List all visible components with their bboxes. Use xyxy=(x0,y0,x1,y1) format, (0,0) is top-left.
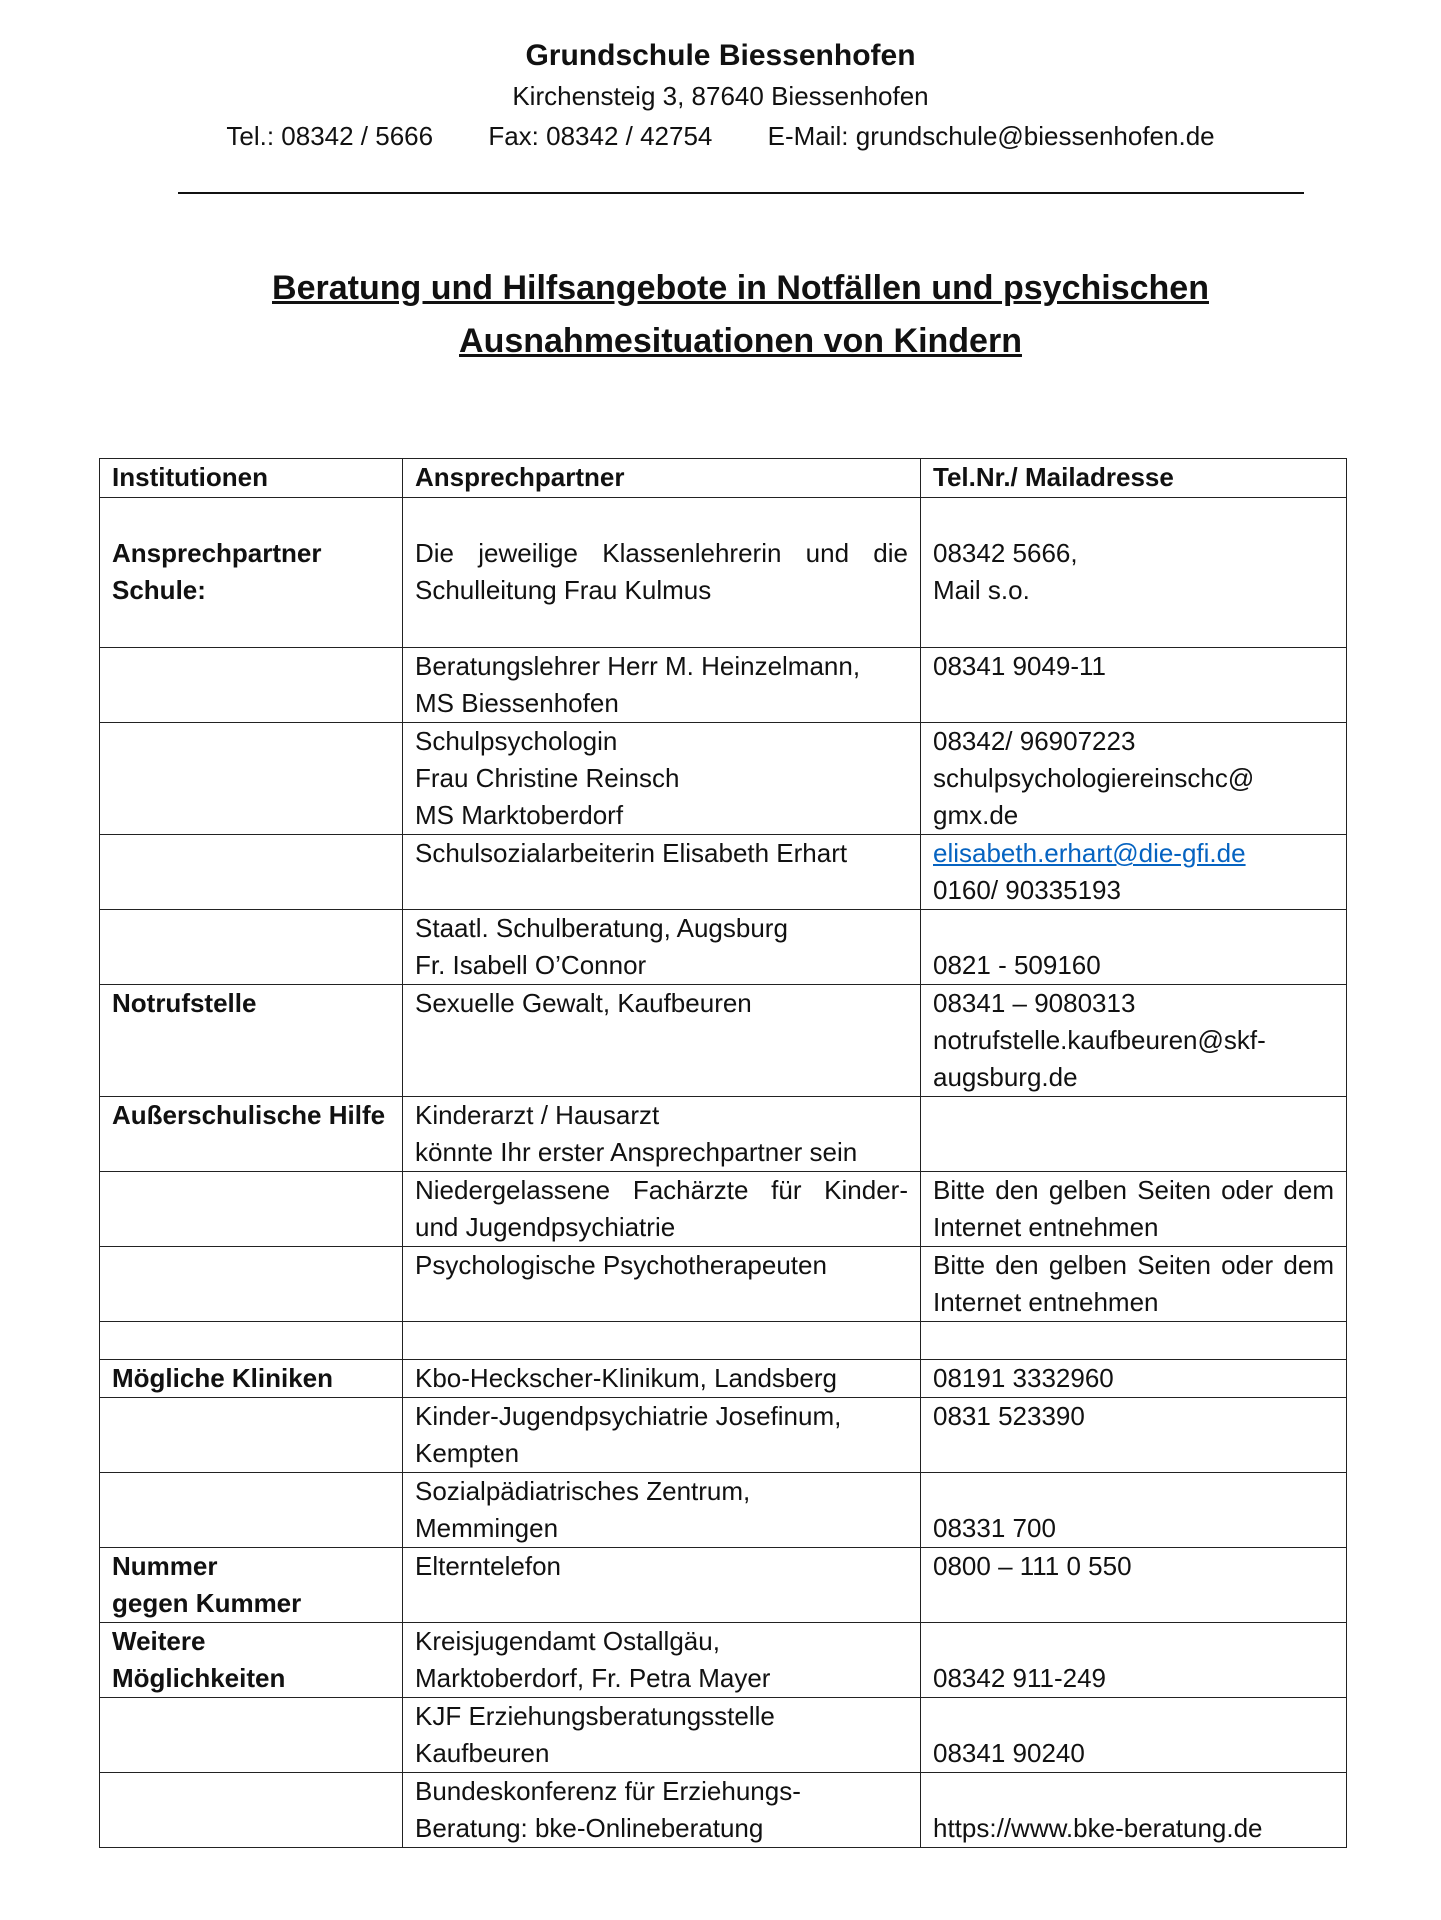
table-row xyxy=(100,1398,1347,1473)
contact-cell: Elterntelefon xyxy=(403,1548,921,1623)
institution-cell xyxy=(100,910,403,985)
table-row xyxy=(100,1773,1347,1848)
table-row xyxy=(100,723,1347,835)
school-address: Kirchensteig 3, 87640 Biessenhofen xyxy=(512,81,929,111)
number-cell: 0831 523390 xyxy=(921,1398,1347,1473)
table-row xyxy=(100,1473,1347,1548)
school-phone: Tel.: 08342 / 5666 xyxy=(226,121,434,151)
column-header-number: Tel.Nr./ Mailadresse xyxy=(921,459,1347,498)
table-row xyxy=(100,1322,1347,1360)
institution-cell: Ansprechpartner Schule: xyxy=(100,498,403,648)
number-cell: 08342/ 96907223 schulpsychologiereinschc@ gmx.de xyxy=(921,723,1347,835)
institution-cell xyxy=(100,1398,403,1473)
contact-cell: Kbo-Heckscher-Klinikum, Landsberg xyxy=(403,1360,921,1398)
phone-number: 0160/ 90335193 xyxy=(933,875,1121,905)
institution-cell xyxy=(100,723,403,835)
number-cell: https://www.bke-beratung.de xyxy=(921,1773,1347,1848)
institution-cell xyxy=(100,1773,403,1848)
table-row xyxy=(100,1097,1347,1172)
contact-cell: Niedergelassene Fachärzte für Kinder- und Jugendpsychiatrie xyxy=(403,1172,921,1247)
institution-cell xyxy=(100,648,403,723)
institution-cell xyxy=(100,1698,403,1773)
school-email: E-Mail: grundschule@biessenhofen.de xyxy=(767,121,1215,151)
number-cell xyxy=(921,1322,1347,1360)
contact-cell: Sozialpädiatrisches Zentrum, Memmingen xyxy=(403,1473,921,1548)
table-row xyxy=(100,1698,1347,1773)
institution-cell xyxy=(100,1473,403,1548)
table-row xyxy=(100,1623,1347,1698)
table-row xyxy=(100,1172,1347,1247)
table-row xyxy=(100,1548,1347,1623)
contacts-table xyxy=(99,458,1347,1848)
table-row xyxy=(100,1360,1347,1398)
institution-cell: Weitere Möglichkeiten xyxy=(100,1623,403,1698)
institution-cell xyxy=(100,1172,403,1247)
contact-cell: Schulsozialarbeiterin Elisabeth Erhart xyxy=(403,835,921,910)
email-link[interactable]: elisabeth.erhart@die-gfi.de xyxy=(933,838,1246,868)
contact-cell: Kinderarzt / Hausarzt könnte Ihr erster Ansprechpartner sein xyxy=(403,1097,921,1172)
number-cell xyxy=(921,1097,1347,1172)
header-divider xyxy=(178,192,1304,194)
institution-cell: Nummer gegen Kummer xyxy=(100,1548,403,1623)
table-header-row xyxy=(100,459,1347,498)
contact-cell: Die jeweilige Klassenlehrerin und die Schulleitung Frau Kulmus xyxy=(403,498,921,648)
institution-cell: Notrufstelle xyxy=(100,985,403,1097)
column-header-institution: Institutionen xyxy=(100,459,403,498)
contact-cell: Sexuelle Gewalt, Kaufbeuren xyxy=(403,985,921,1097)
contact-cell: Staatl. Schulberatung, Augsburg Fr. Isabell O’Connor xyxy=(403,910,921,985)
number-cell xyxy=(921,835,1347,910)
school-name: Grundschule Biessenhofen xyxy=(525,39,916,72)
column-header-contact: Ansprechpartner xyxy=(403,459,921,498)
table-row xyxy=(100,835,1347,910)
number-cell: 08341 – 9080313 notrufstelle.kaufbeuren@skf- augsburg.de xyxy=(921,985,1347,1097)
number-cell: 08191 3332960 xyxy=(921,1360,1347,1398)
number-cell: 0800 – 111 0 550 xyxy=(921,1548,1347,1623)
institution-cell xyxy=(100,1322,403,1360)
contact-cell xyxy=(403,1322,921,1360)
contact-cell: Psychologische Psychotherapeuten xyxy=(403,1247,921,1322)
number-cell: 08331 700 xyxy=(921,1473,1347,1548)
institution-cell xyxy=(100,1247,403,1322)
contact-cell: Bundeskonferenz für Erziehungs- Beratung: bke-Onlineberatung xyxy=(403,1773,921,1848)
number-cell: Bitte den gelben Seiten oder dem Internet entnehmen xyxy=(921,1247,1347,1322)
table-row xyxy=(100,1247,1347,1322)
contact-cell: Kreisjugendamt Ostallgäu, Marktoberdorf, Fr. Petra Mayer xyxy=(403,1623,921,1698)
number-cell: 08342 911-249 xyxy=(921,1623,1347,1698)
number-cell: 08341 9049-11 xyxy=(921,648,1347,723)
school-contact-line xyxy=(0,116,1441,156)
number-cell: 0821 - 509160 xyxy=(921,910,1347,985)
number-cell: 08342 5666, Mail s.o. xyxy=(921,498,1347,648)
page-title: Beratung und Hilfsangebote in Notfällen und psychischen Ausnahmesituationen von Kindern xyxy=(272,269,1209,360)
table-row xyxy=(100,648,1347,723)
institution-cell: Mögliche Kliniken xyxy=(100,1360,403,1398)
table-row xyxy=(100,910,1347,985)
contact-cell: Beratungslehrer Herr M. Heinzelmann, MS Biessenhofen xyxy=(403,648,921,723)
contact-cell: Schulpsychologin Frau Christine Reinsch MS Marktoberdorf xyxy=(403,723,921,835)
table-row xyxy=(100,985,1347,1097)
table-row xyxy=(100,498,1347,648)
institution-cell xyxy=(100,835,403,910)
school-fax: Fax: 08342 / 42754 xyxy=(488,121,713,151)
number-cell: Bitte den gelben Seiten oder dem Internet entnehmen xyxy=(921,1172,1347,1247)
contact-cell: KJF Erziehungsberatungsstelle Kaufbeuren xyxy=(403,1698,921,1773)
number-cell: 08341 90240 xyxy=(921,1698,1347,1773)
letterhead xyxy=(0,36,1441,156)
institution-cell: Außerschulische Hilfe xyxy=(100,1097,403,1172)
contact-cell: Kinder-Jugendpsychiatrie Josefinum, Kempten xyxy=(403,1398,921,1473)
